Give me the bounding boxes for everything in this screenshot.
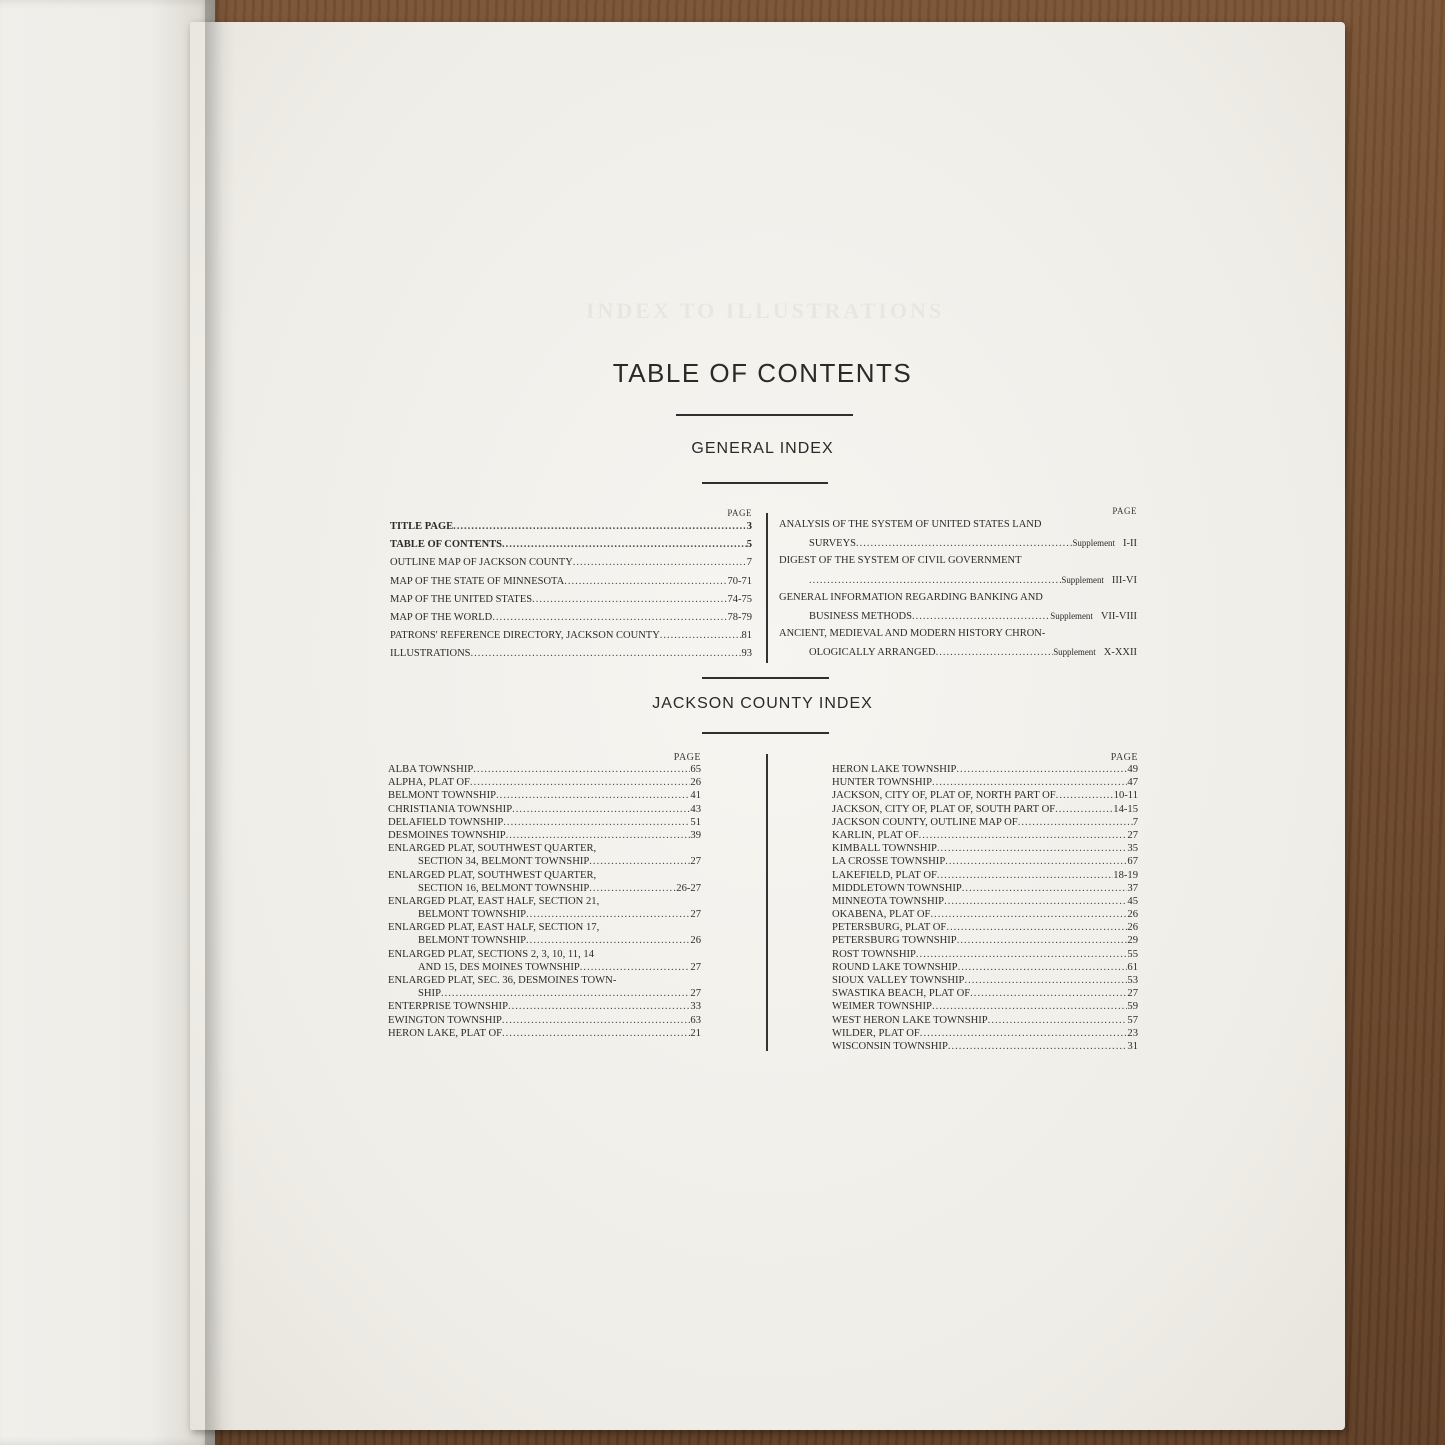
entry-page: 37 bbox=[1127, 882, 1138, 894]
index-entry bbox=[832, 974, 1138, 987]
entry-title: TITLE PAGE bbox=[390, 521, 454, 532]
entry-page: 65 bbox=[690, 764, 701, 775]
entry-title-continued: SECTION 34, BELMONT TOWNSHIP bbox=[418, 856, 590, 868]
index-entry bbox=[388, 789, 701, 802]
jackson-index-rule bbox=[702, 732, 829, 734]
entry-page: 27 bbox=[690, 961, 701, 973]
index-entry bbox=[832, 816, 1138, 829]
index-entry bbox=[390, 573, 752, 591]
index-entry bbox=[832, 961, 1138, 974]
entry-page: 67 bbox=[1127, 856, 1138, 868]
entry-page: 27 bbox=[690, 988, 701, 1000]
entry-title: ALPHA, PLAT OF bbox=[388, 777, 470, 789]
dot-leader bbox=[470, 776, 690, 789]
index-entry bbox=[779, 534, 1137, 552]
index-entry bbox=[388, 948, 701, 961]
entry-title: ROST TOWNSHIP bbox=[832, 948, 916, 960]
entry-title: KIMBALL TOWNSHIP bbox=[832, 843, 937, 855]
entry-title: WILDER, PLAT OF bbox=[832, 1027, 920, 1039]
index-entry bbox=[390, 609, 752, 627]
entry-title: OUTLINE MAP OF JACKSON COUNTY bbox=[390, 557, 573, 569]
entry-title: DELAFIELD TOWNSHIP bbox=[388, 816, 504, 828]
bleed-through-heading bbox=[555, 298, 975, 324]
index-entry bbox=[388, 908, 701, 921]
dot-leader bbox=[809, 572, 1061, 589]
entry-page: 33 bbox=[690, 1001, 701, 1013]
index-entry bbox=[390, 554, 752, 572]
entry-page: 45 bbox=[1127, 895, 1138, 907]
entry-page: 43 bbox=[690, 803, 701, 815]
entry-page: 26 bbox=[1127, 922, 1138, 934]
index-entry bbox=[832, 934, 1138, 947]
index-entry bbox=[832, 869, 1138, 882]
page-column-label: PAGE bbox=[673, 752, 701, 763]
entry-page: 14-15 bbox=[1113, 803, 1138, 815]
right-page bbox=[190, 22, 1345, 1430]
index-entry bbox=[388, 776, 701, 789]
entry-title-continued: BELMONT TOWNSHIP bbox=[418, 909, 527, 921]
index-entry bbox=[388, 803, 701, 816]
entry-page: I-II bbox=[1123, 538, 1137, 550]
index-entry bbox=[388, 961, 701, 974]
entry-title: DESMOINES TOWNSHIP bbox=[388, 829, 506, 841]
dot-leader bbox=[512, 803, 690, 816]
entry-page: 31 bbox=[1127, 1040, 1138, 1052]
entry-title: OKABENA, PLAT OF bbox=[832, 909, 931, 921]
dot-leader bbox=[502, 1027, 690, 1040]
entry-page: 81 bbox=[741, 630, 752, 642]
entry-title: ENTERPRISE TOWNSHIP bbox=[388, 1001, 508, 1013]
entry-title: ANCIENT, MEDIEVAL AND MODERN HISTORY CHRON- bbox=[779, 628, 1046, 640]
entry-page: 59 bbox=[1127, 1001, 1138, 1013]
entry-page: 63 bbox=[690, 1014, 701, 1026]
dot-leader bbox=[948, 1040, 1128, 1053]
entry-title: WEIMER TOWNSHIP bbox=[832, 1001, 932, 1013]
dot-leader bbox=[526, 934, 690, 947]
dot-leader bbox=[856, 535, 1072, 552]
index-entry bbox=[390, 627, 752, 645]
index-entry bbox=[390, 536, 752, 554]
dot-leader bbox=[970, 987, 1127, 1000]
index-entry bbox=[388, 895, 701, 908]
entry-page: 51 bbox=[690, 816, 701, 828]
index-entry bbox=[779, 516, 1137, 534]
index-entry bbox=[832, 921, 1138, 934]
entry-title: EWINGTON TOWNSHIP bbox=[388, 1014, 502, 1026]
dot-leader bbox=[502, 536, 747, 554]
index-entry bbox=[388, 934, 701, 947]
dot-leader bbox=[944, 895, 1127, 908]
dot-leader bbox=[502, 1014, 691, 1027]
dot-leader bbox=[471, 645, 742, 663]
entry-page: X-XXII bbox=[1103, 647, 1137, 659]
entry-title: SWASTIKA BEACH, PLAT OF bbox=[832, 988, 971, 1000]
entry-title: SIOUX VALLEY TOWNSHIP bbox=[832, 975, 965, 986]
jackson-county-index-heading: JACKSON COUNTY INDEX bbox=[652, 695, 873, 712]
dot-leader bbox=[532, 591, 727, 609]
dot-leader bbox=[453, 518, 747, 536]
dot-leader bbox=[988, 1014, 1128, 1027]
index-entry bbox=[832, 987, 1138, 1000]
entry-title: TABLE OF CONTENTS bbox=[390, 539, 503, 551]
dot-leader bbox=[496, 789, 690, 802]
entry-page: 26 bbox=[690, 777, 701, 789]
index-entry bbox=[388, 987, 701, 1000]
index-entry bbox=[390, 518, 752, 536]
entry-page: 74-75 bbox=[727, 593, 752, 605]
entry-title: MAP OF THE WORLD bbox=[390, 611, 493, 623]
index-entry bbox=[832, 1014, 1138, 1027]
entry-page: 18-19 bbox=[1113, 869, 1138, 881]
entry-title-continued: BELMONT TOWNSHIP bbox=[418, 935, 527, 947]
jackson-index-right-column bbox=[832, 752, 1138, 1053]
entry-title: ENLARGED PLAT, SOUTHWEST QUARTER, bbox=[388, 843, 597, 855]
index-entry bbox=[779, 571, 1137, 589]
entry-title: ROUND LAKE TOWNSHIP bbox=[832, 961, 958, 973]
entry-page: 61 bbox=[1127, 961, 1138, 973]
entry-title-continued: SHIP bbox=[418, 988, 441, 1000]
dot-leader bbox=[503, 816, 690, 829]
entry-title: GENERAL INFORMATION REGARDING BANKING AND bbox=[779, 591, 1043, 603]
entry-title: MINNEOTA TOWNSHIP bbox=[832, 895, 945, 907]
entry-page: 55 bbox=[1127, 948, 1138, 960]
entry-title-continued: AND 15, DES MOINES TOWNSHIP bbox=[418, 961, 580, 973]
index-entry bbox=[779, 607, 1137, 625]
entry-title: HERON LAKE, PLAT OF bbox=[388, 1027, 502, 1039]
index-entry bbox=[832, 763, 1138, 776]
entry-title: JACKSON, CITY OF, PLAT OF, NORTH PART OF bbox=[832, 790, 1056, 802]
entry-title: LA CROSSE TOWNSHIP bbox=[832, 856, 946, 868]
entry-title: MAP OF THE STATE OF MINNESOTA bbox=[390, 575, 565, 587]
index-entry bbox=[390, 591, 752, 609]
dot-leader bbox=[573, 554, 747, 572]
entry-title: HUNTER TOWNSHIP bbox=[832, 777, 932, 789]
dot-leader bbox=[956, 763, 1127, 776]
entry-title: KARLIN, PLAT OF bbox=[832, 829, 919, 841]
entry-title: BELMONT TOWNSHIP bbox=[388, 790, 497, 802]
entry-page: 3 bbox=[746, 521, 752, 532]
index-entry bbox=[388, 974, 701, 987]
dot-leader bbox=[920, 1027, 1128, 1040]
dot-leader bbox=[580, 961, 691, 974]
entry-page: 10-11 bbox=[1113, 790, 1138, 802]
supplement-label: Supplement bbox=[1061, 574, 1104, 585]
entry-page: 7 bbox=[746, 557, 752, 569]
index-entry bbox=[832, 776, 1138, 789]
entry-title: PETERSBURG TOWNSHIP bbox=[832, 935, 957, 947]
supplement-label: Supplement bbox=[1072, 538, 1115, 549]
index-entry bbox=[390, 645, 752, 663]
index-entry bbox=[832, 1040, 1138, 1053]
index-entry bbox=[388, 842, 701, 855]
entry-page: 39 bbox=[690, 829, 701, 841]
entry-page: III-VI bbox=[1111, 574, 1137, 586]
entry-title: ALBA TOWNSHIP bbox=[388, 764, 474, 775]
title-rule bbox=[676, 414, 853, 416]
index-entry bbox=[388, 829, 701, 842]
index-entry bbox=[832, 948, 1138, 961]
dot-leader bbox=[506, 829, 691, 842]
dot-leader bbox=[936, 644, 1054, 661]
dot-leader bbox=[1056, 789, 1114, 802]
index-entry bbox=[779, 552, 1137, 570]
dot-leader bbox=[660, 627, 742, 645]
index-entry bbox=[832, 1000, 1138, 1013]
index-entry bbox=[388, 816, 701, 829]
entry-page: 78-79 bbox=[727, 611, 752, 623]
entry-title: DIGEST OF THE SYSTEM OF CIVIL GOVERNMENT bbox=[779, 555, 1022, 567]
index-entry bbox=[832, 789, 1138, 802]
entry-page: 70-71 bbox=[727, 575, 752, 587]
index-entry bbox=[832, 895, 1138, 908]
index-entry bbox=[388, 882, 701, 895]
entry-title: LAKEFIELD, PLAT OF bbox=[832, 869, 937, 881]
index-entry bbox=[832, 829, 1138, 842]
entry-page: 27 bbox=[1127, 829, 1138, 841]
entry-title: HERON LAKE TOWNSHIP bbox=[832, 764, 957, 775]
jackson-index-top-rule bbox=[702, 677, 829, 679]
entry-page: 5 bbox=[746, 539, 752, 551]
supplement-label: Supplement bbox=[1050, 610, 1093, 621]
entry-page: 35 bbox=[1127, 843, 1138, 855]
left-page bbox=[0, 0, 215, 1445]
entry-page: 49 bbox=[1127, 764, 1138, 775]
entry-page: 26 bbox=[690, 935, 701, 947]
dot-leader bbox=[473, 763, 690, 776]
index-entry bbox=[832, 908, 1138, 921]
jackson-index-divider bbox=[766, 754, 768, 1051]
page-column-label: PAGE bbox=[727, 508, 752, 518]
dot-leader bbox=[564, 573, 727, 591]
dot-leader bbox=[964, 974, 1127, 987]
dot-leader bbox=[932, 1000, 1127, 1013]
dot-leader bbox=[932, 776, 1127, 789]
dot-leader bbox=[526, 908, 690, 921]
entry-title-continued: SURVEYS bbox=[809, 538, 857, 550]
dot-leader bbox=[508, 1000, 690, 1013]
entry-title: JACKSON COUNTY, OUTLINE MAP OF bbox=[832, 816, 1018, 828]
entry-page: 7 bbox=[1132, 816, 1138, 828]
dot-leader bbox=[958, 961, 1128, 974]
entry-title: ENLARGED PLAT, SEC. 36, DESMOINES TOWN- bbox=[388, 975, 617, 986]
entry-page: 57 bbox=[1127, 1014, 1138, 1026]
index-entry bbox=[832, 1027, 1138, 1040]
dot-leader bbox=[916, 948, 1128, 961]
general-index-divider bbox=[766, 513, 768, 663]
index-entry bbox=[388, 763, 701, 776]
entry-page: 27 bbox=[1127, 988, 1138, 1000]
entry-page: 23 bbox=[1127, 1027, 1138, 1039]
entry-page: 27 bbox=[690, 856, 701, 868]
entry-page: 53 bbox=[1127, 975, 1138, 986]
entry-title: PATRONS' REFERENCE DIRECTORY, JACKSON COUNTY bbox=[390, 630, 660, 642]
index-entry bbox=[832, 842, 1138, 855]
entry-page: 47 bbox=[1127, 777, 1138, 789]
dot-leader bbox=[912, 608, 1050, 625]
index-entry bbox=[388, 1000, 701, 1013]
general-index-rule bbox=[702, 482, 828, 484]
entry-title: MAP OF THE UNITED STATES bbox=[390, 593, 533, 605]
book-gutter bbox=[205, 0, 235, 1445]
dot-leader bbox=[1055, 803, 1113, 816]
entry-title: WISCONSIN TOWNSHIP bbox=[832, 1040, 948, 1052]
index-entry bbox=[779, 643, 1137, 661]
entry-title: PETERSBURG, PLAT OF bbox=[832, 922, 947, 934]
index-entry bbox=[388, 855, 701, 868]
dot-leader bbox=[945, 855, 1127, 868]
dot-leader bbox=[589, 855, 690, 868]
entry-page: VII-VIII bbox=[1100, 610, 1137, 622]
entry-page: 26 bbox=[1127, 909, 1138, 921]
entry-title: ENLARGED PLAT, EAST HALF, SECTION 21, bbox=[388, 895, 600, 907]
entry-title: WEST HERON LAKE TOWNSHIP bbox=[832, 1014, 988, 1026]
dot-leader bbox=[946, 921, 1127, 934]
entry-title: JACKSON, CITY OF, PLAT OF, SOUTH PART OF bbox=[832, 803, 1056, 815]
entry-title-continued: BUSINESS METHODS bbox=[809, 610, 912, 622]
general-index-right-column bbox=[779, 506, 1137, 662]
dot-leader bbox=[1018, 816, 1133, 829]
supplement-label: Supplement bbox=[1053, 647, 1096, 658]
page-column-label: PAGE bbox=[1112, 506, 1137, 516]
entry-title: ENLARGED PLAT, SOUTHWEST QUARTER, bbox=[388, 869, 597, 881]
entry-page: 29 bbox=[1127, 935, 1138, 947]
entry-title-continued: SECTION 16, BELMONT TOWNSHIP bbox=[418, 882, 590, 894]
index-entry bbox=[388, 869, 701, 882]
page-column-label: PAGE bbox=[1110, 752, 1138, 763]
dot-leader bbox=[441, 987, 690, 1000]
entry-title: CHRISTIANIA TOWNSHIP bbox=[388, 803, 513, 815]
dot-leader bbox=[930, 908, 1127, 921]
index-entry bbox=[832, 803, 1138, 816]
entry-page: 21 bbox=[690, 1027, 701, 1039]
entry-title: ANALYSIS OF THE SYSTEM OF UNITED STATES LAND bbox=[779, 519, 1042, 530]
dot-leader bbox=[937, 869, 1113, 882]
document-title: TABLE OF CONTENTS bbox=[612, 358, 913, 388]
entry-page: 26-27 bbox=[676, 882, 701, 894]
index-entry bbox=[779, 589, 1137, 607]
entry-page: 93 bbox=[741, 648, 752, 660]
index-entry bbox=[779, 625, 1137, 643]
jackson-index-left-column bbox=[388, 752, 701, 1040]
dot-leader bbox=[492, 609, 727, 627]
entry-page: 27 bbox=[690, 909, 701, 921]
index-entry bbox=[388, 1014, 701, 1027]
entry-title: ENLARGED PLAT, EAST HALF, SECTION 17, bbox=[388, 922, 600, 934]
index-entry bbox=[832, 882, 1138, 895]
general-index-left-column bbox=[390, 508, 752, 664]
general-index-heading: GENERAL INDEX bbox=[691, 440, 834, 457]
index-entry bbox=[832, 855, 1138, 868]
dot-leader bbox=[957, 934, 1128, 947]
entry-title: ENLARGED PLAT, SECTIONS 2, 3, 10, 11, 14 bbox=[388, 948, 594, 960]
dot-leader bbox=[589, 882, 676, 895]
index-entry bbox=[388, 1027, 701, 1040]
dot-leader bbox=[962, 882, 1128, 895]
entry-title-continued: OLOGICALLY ARRANGED bbox=[809, 647, 936, 659]
entry-title: ILLUSTRATIONS bbox=[390, 648, 471, 660]
dot-leader bbox=[937, 842, 1128, 855]
entry-title: MIDDLETOWN TOWNSHIP bbox=[832, 882, 962, 894]
dot-leader bbox=[919, 829, 1128, 842]
entry-page: 41 bbox=[690, 790, 701, 802]
index-entry bbox=[388, 921, 701, 934]
